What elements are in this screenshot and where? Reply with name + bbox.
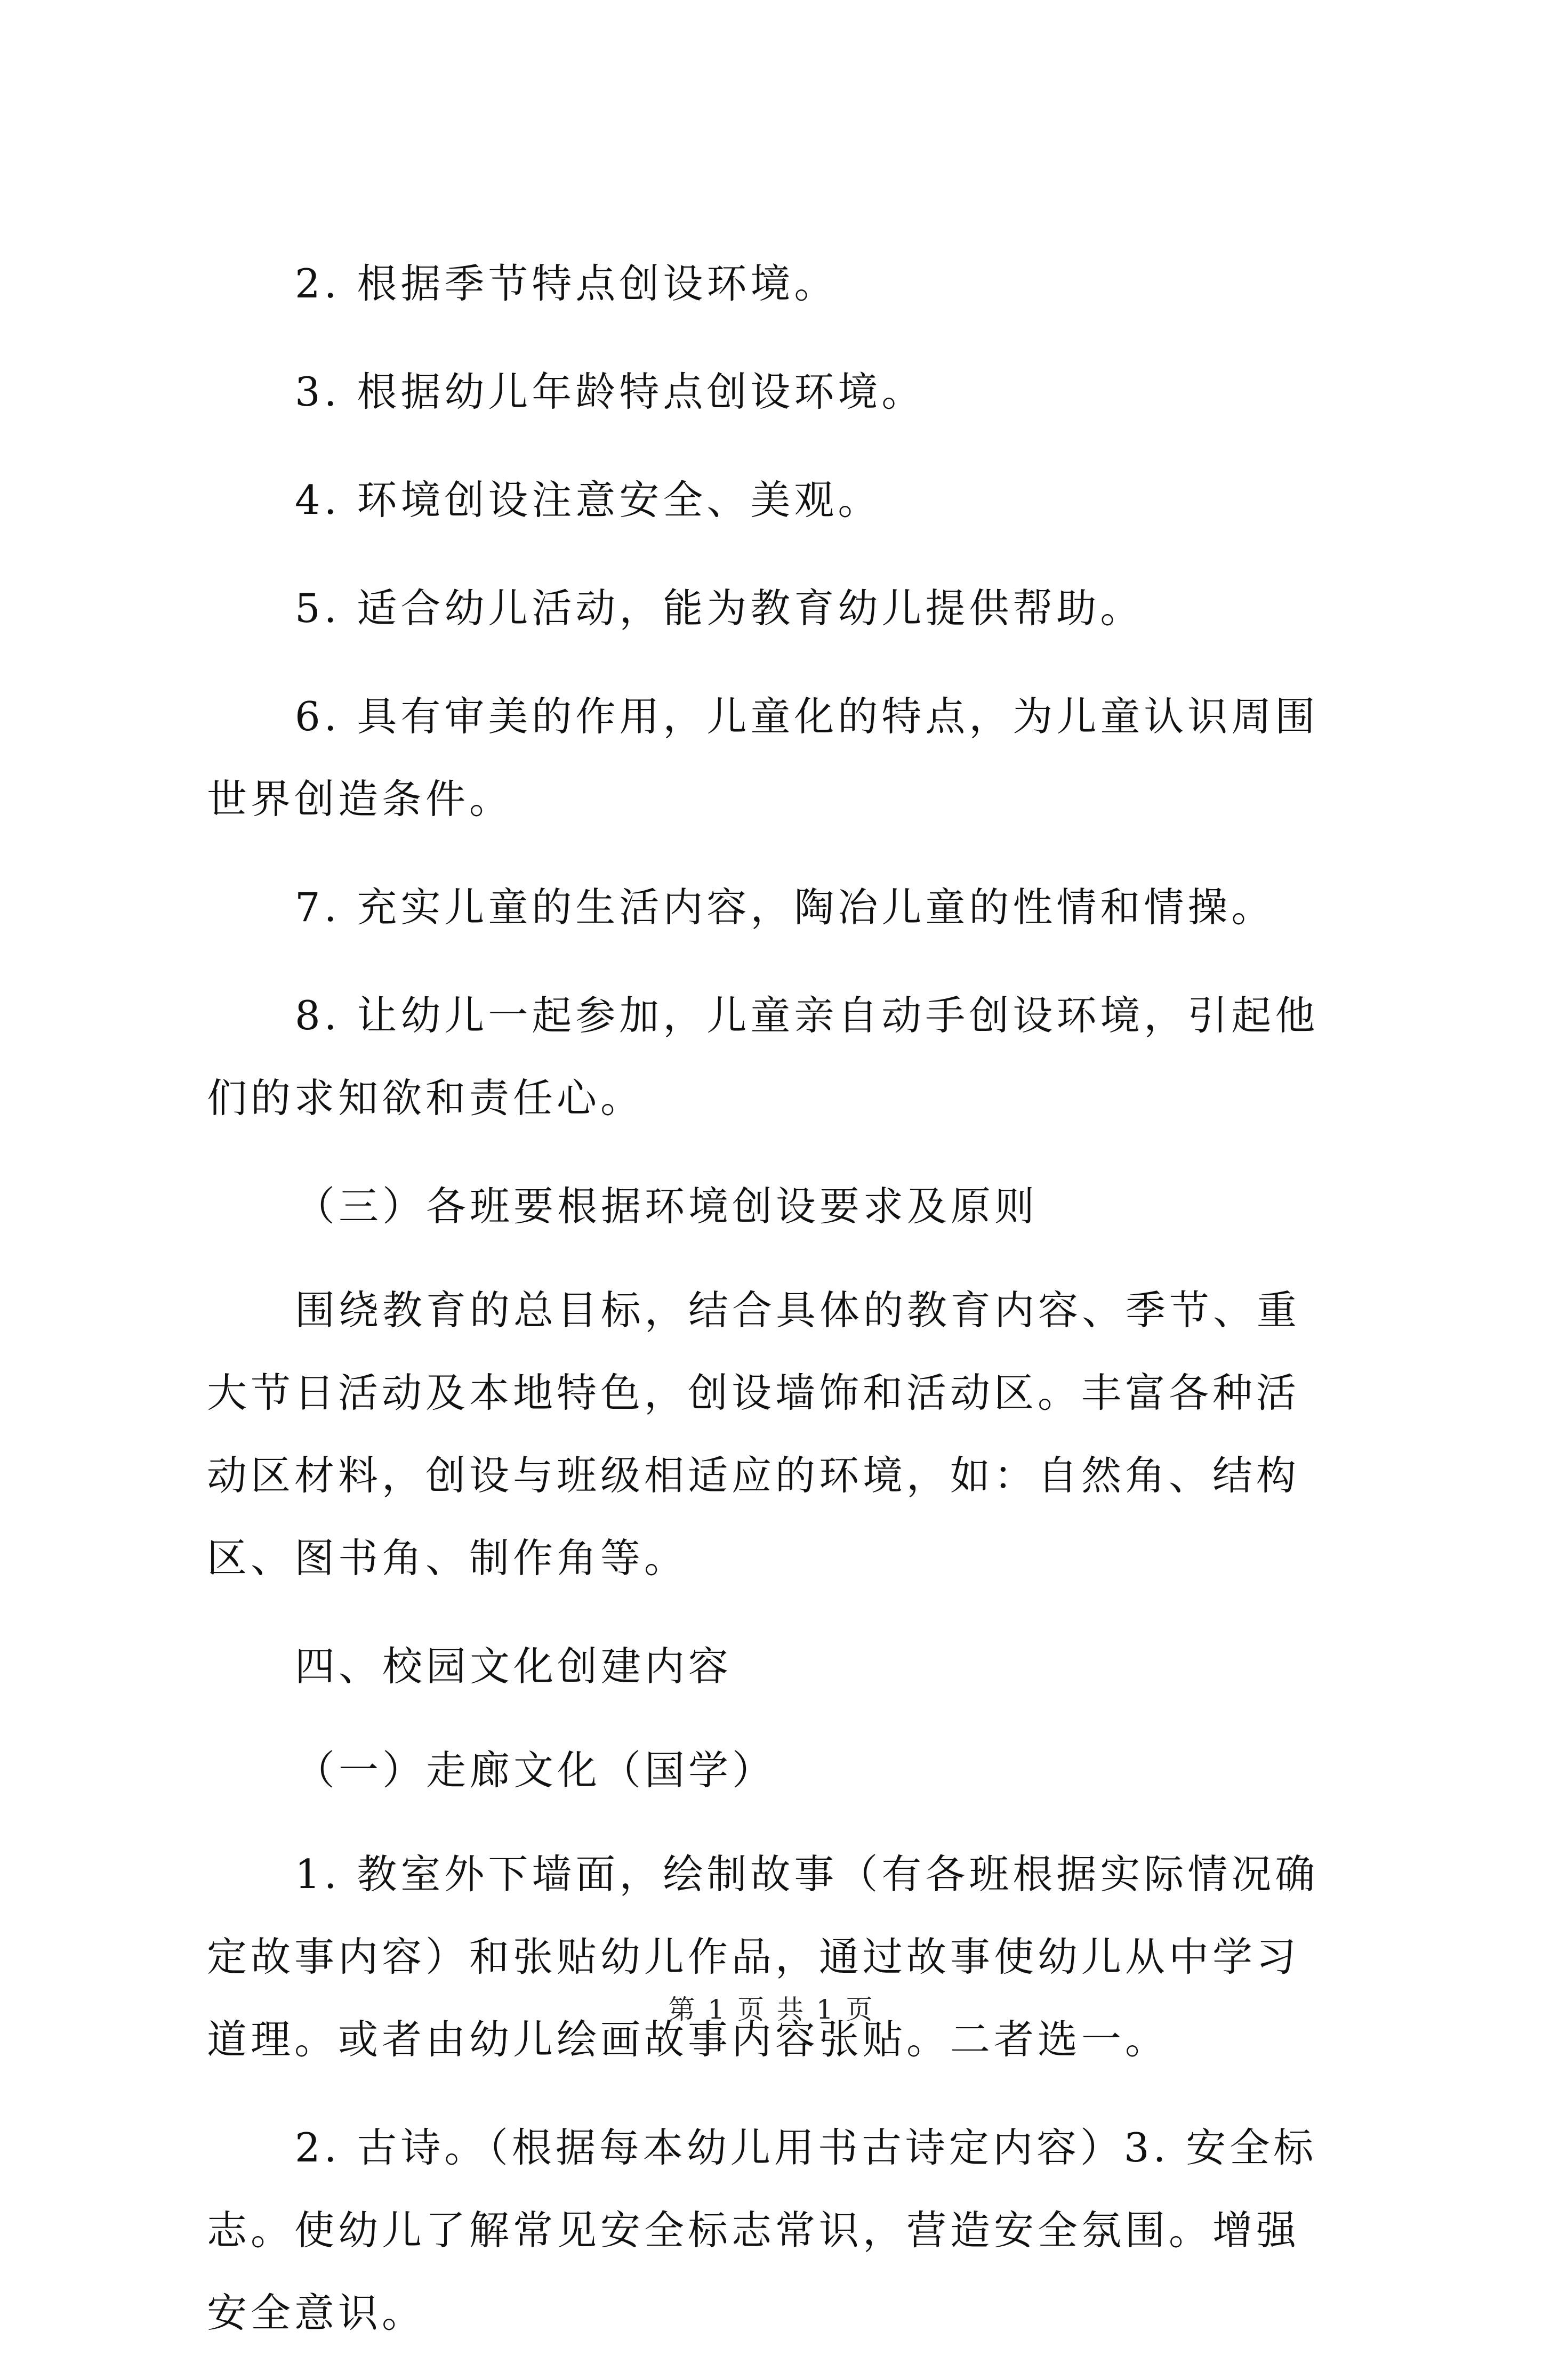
paragraph-item-3: 3. 根据幼儿年龄特点创设环境。	[295, 368, 926, 415]
paragraph-corridor-2: 2. 古诗。（根据每本幼儿用书古诗定内容）3. 安全标志。使幼儿了解常见安全标志常识，营造安全氛围。增强安全意识。	[207, 2124, 1317, 2336]
page-footer: 第 1 页 共 1 页	[668, 1994, 875, 2025]
section-heading-corridor: （一）走廊文化（国学）	[295, 1747, 776, 1794]
document-body	[207, 243, 1343, 2380]
paragraph-item-8: 8. 让幼儿一起参加，儿童亲自动手创设环境，引起他们的求知欲和责任心。	[207, 992, 1319, 1122]
section-heading-principles: （三）各班要根据环境创设要求及原则	[295, 1183, 1039, 1230]
paragraph-item-4: 4. 环境创设注意安全、美观。	[295, 477, 882, 523]
paragraph-item-7: 7. 充实儿童的生活内容，陶冶儿童的性情和情操。	[295, 884, 1275, 931]
paragraph-corridor-1: 1. 教室外下墙面，绘制故事（有各班根据实际情况确定故事内容）和张贴幼儿作品，通过故事使幼儿从中学习道理。或者由幼儿绘画故事内容张贴。二者选一。	[207, 1851, 1319, 2063]
paragraph-environment: 围绕教育的总目标，结合具体的教育内容、季节、重大节日活动及本地特色，创设墙饰和活动区。丰富各种活动区材料，创设与班级相适应的环境，如：自然角、结构区、图书角、制作角等。	[207, 1287, 1301, 1582]
section-heading-campus-culture: 四、校园文化创建内容	[295, 1643, 733, 1690]
paragraph-item-2: 2. 根据季节特点创设环境。	[295, 260, 838, 307]
paragraph-item-6: 6. 具有审美的作用，儿童化的特点，为儿童认识周围世界创造条件。	[207, 693, 1319, 822]
paragraph-item-5: 5. 适合幼儿活动，能为教育幼儿提供帮助。	[295, 585, 1144, 632]
